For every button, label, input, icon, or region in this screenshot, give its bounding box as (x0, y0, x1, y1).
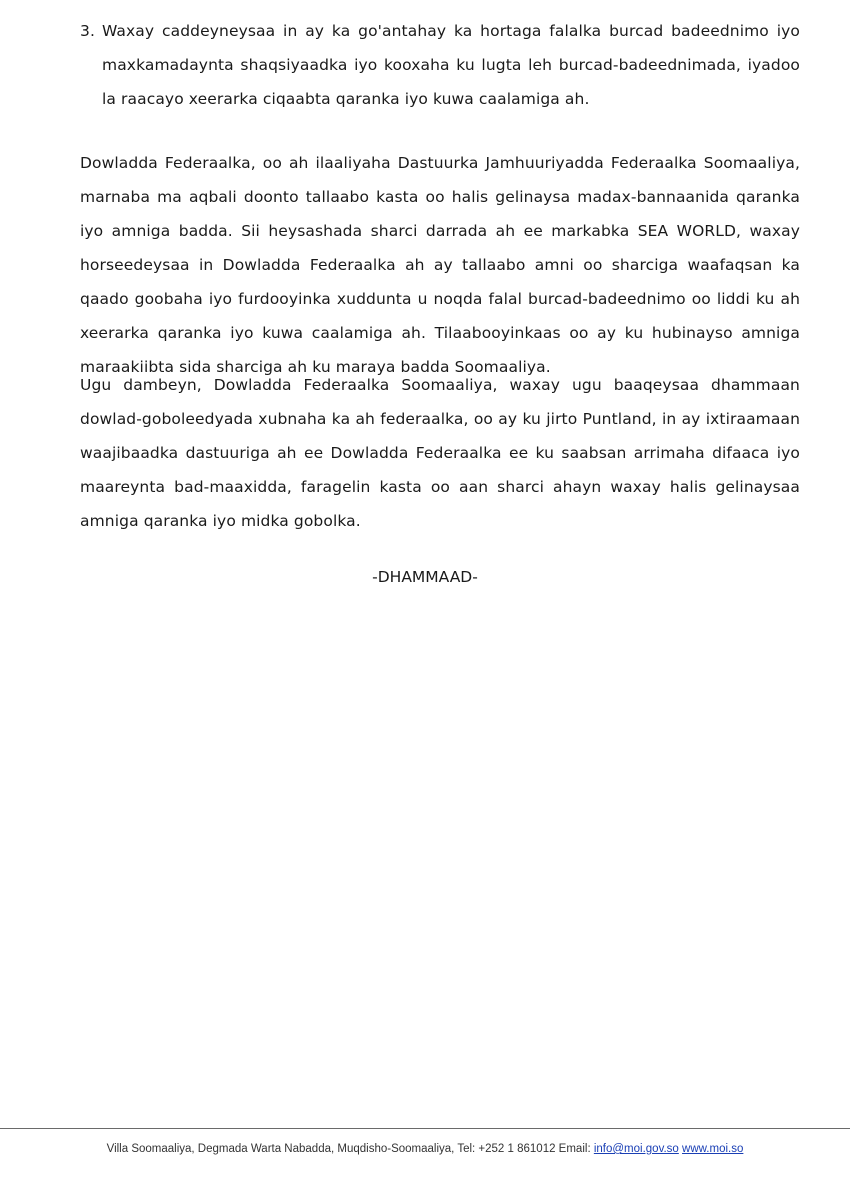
paragraph-federal-government: Dowladda Federaalka, oo ah ilaaliyaha Dastuurka Jamhuuriyadda Federaalka Soomaaliya, marnaba ma aqbali doonto tallaabo kasta oo halis gelinaysa madax-bannaanida qaranka iyo amniga badda. Sii heysashada sharci darrada ah ee markabka SEA WORLD, waxay horseedeysaa in Dowladda Federaalka ah ay tallaabo amni oo sharciga waafaqsan ka qaado goobaha iyo furdooyinka xuddunta u noqda falal burcad-badeednimo oo liddi ku ah xeerarka qaranka iyo kuwa caalamiga ah. Tilaabooyinkaas oo ay ku hubinayso amniga maraakiibta sida sharciga ah ku maraya badda Soomaaliya. (80, 154, 800, 376)
footer-email-link[interactable]: info@moi.gov.so (593, 1143, 679, 1155)
item-number: 3. (80, 22, 95, 40)
numbered-item-3 (80, 14, 800, 116)
paragraph-final-appeal: Ugu dambeyn, Dowladda Federaalka Soomaaliya, waxay ugu baaqeysaa dhammaan dowlad-goboleedyada xubnaha ka ah federaalka, oo ay ku jirto Puntland, in ay ixtiraamaan waajibaadka dastuuriga ah ee Dowladda Federaalka ee ku saabsan arrimaha difaaca iyo maareynta bad-maaxidda, faragelin kasta oo aan sharci ahayn waxay halis gelinaysaa amniga qaranka iyo midka gobolka. (80, 376, 800, 530)
footer (0, 1143, 850, 1155)
item-3-text: Waxay caddeyneysaa in ay ka go'antahay ka hortaga falalka burcad badeednimo iyo maxkamadaynta shaqsiyaadka iyo kooxaha ku lugta leh burcad-badeednimada, iyadoo la raacayo xeerarka ciqaabta qaranka iyo kuwa caalamiga ah. (102, 22, 800, 108)
footer-divider (0, 1128, 850, 1129)
footer-address: Villa Soomaaliya, Degmada Warta Nabadda, Muqdisho-Soomaaliya, Tel: +252 1 861012 Email: (106, 1143, 591, 1155)
closing-mark: -DHAMMAAD- (372, 568, 478, 586)
footer-website-link[interactable]: www.moi.so (682, 1143, 744, 1155)
